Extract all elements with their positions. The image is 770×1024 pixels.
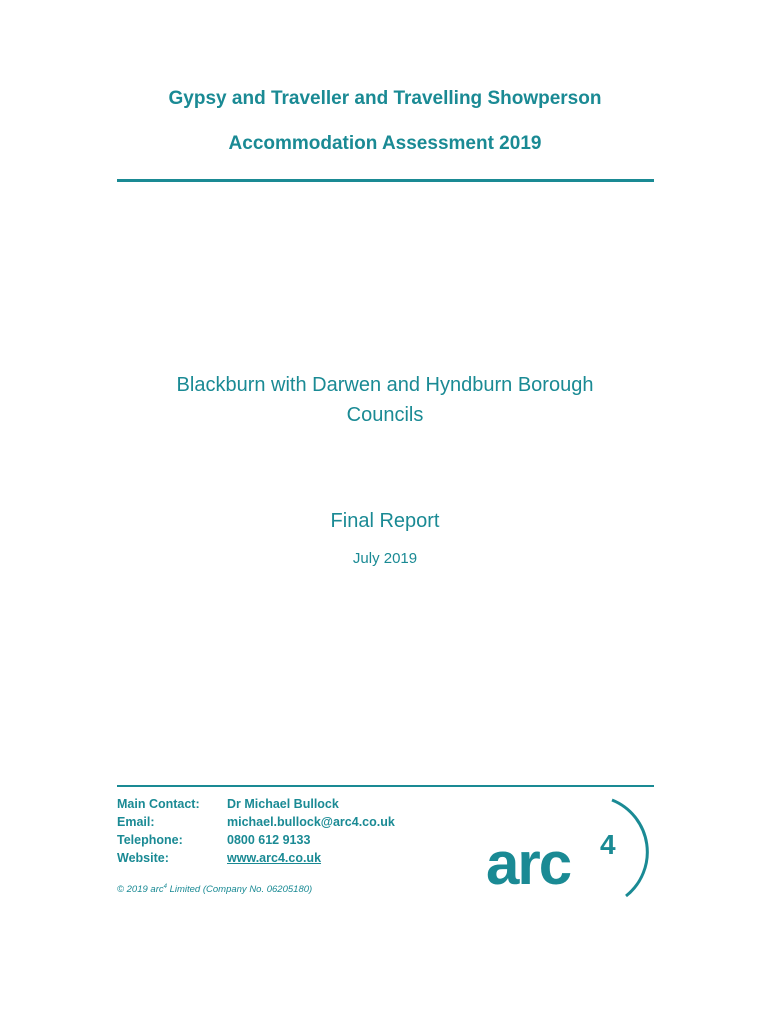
document-title-line-1: Gypsy and Traveller and Travelling Showperson	[168, 88, 602, 109]
client-name-line-2: Councils	[346, 404, 424, 426]
main-contact-row	[117, 797, 339, 815]
logo-arc-swoosh	[612, 800, 647, 896]
email-row	[117, 815, 395, 833]
report-date: July 2019	[352, 550, 418, 567]
website-row	[117, 851, 321, 869]
copyright-suffix: Limited (Company No. 06205180)	[166, 884, 313, 896]
website-label: Website:	[117, 851, 169, 865]
main-contact-label: Main Contact:	[117, 797, 200, 811]
telephone-value: 0800 612 9133	[227, 833, 311, 847]
client-name-line-1: Blackburn with Darwen and Hyndburn Borough	[176, 374, 594, 396]
email-value[interactable]: michael.bullock@arc4.co.uk	[227, 815, 395, 829]
telephone-label: Telephone:	[117, 833, 183, 847]
email-label: Email:	[117, 815, 155, 829]
report-type: Final Report	[330, 510, 440, 532]
title-divider	[117, 179, 654, 182]
website-link[interactable]: www.arc4.co.uk	[227, 851, 322, 865]
logo-text: arc	[486, 830, 571, 897]
contact-divider	[117, 785, 654, 787]
telephone-row	[117, 833, 310, 851]
arc4-logo-icon	[480, 796, 660, 906]
main-contact-value: Dr Michael Bullock	[227, 797, 339, 811]
copyright-prefix: © 2019 arc	[117, 884, 164, 896]
copyright-superscript: 4	[163, 884, 167, 890]
document-title-line-2: Accommodation Assessment 2019	[228, 133, 542, 154]
logo-superscript: 4	[600, 829, 616, 860]
copyright-notice	[117, 884, 312, 895]
